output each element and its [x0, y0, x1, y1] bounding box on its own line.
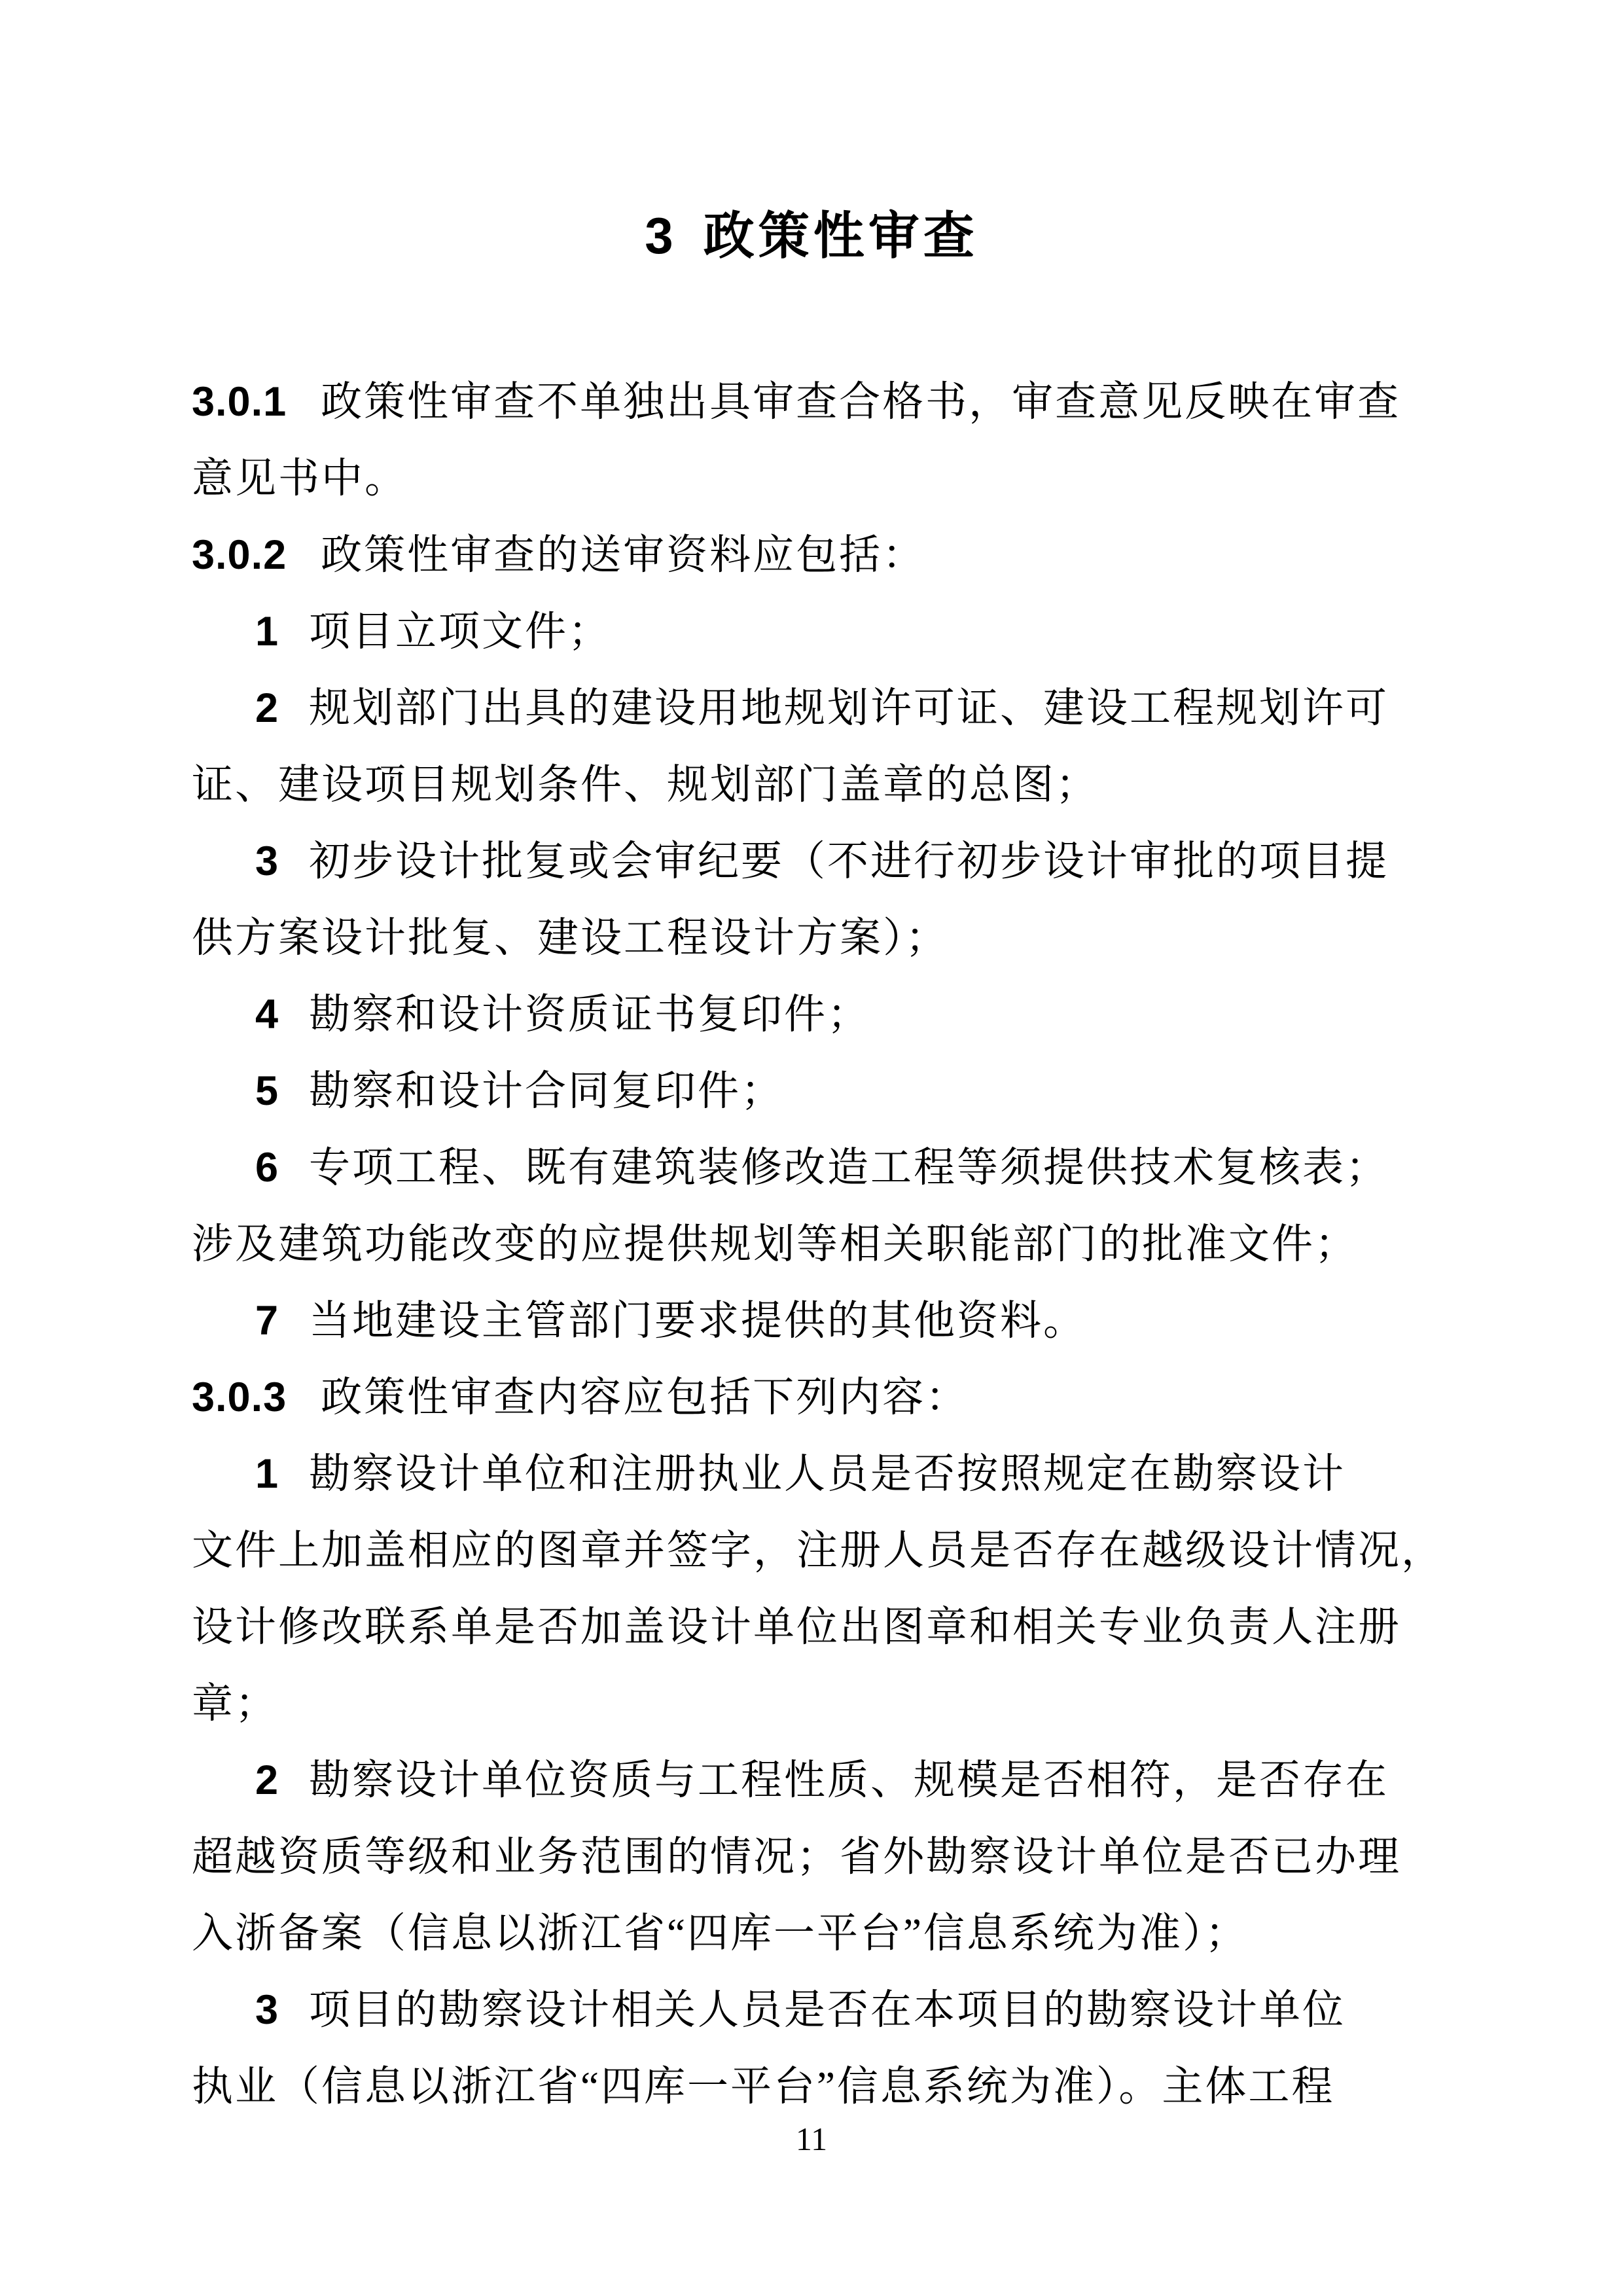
clause-3-0-3-item-1-cont-3 [192, 1666, 1448, 1742]
chapter-number: 3 [645, 207, 673, 264]
item-text: 规划部门出具的建设用地规划许可证、建设工程规划许可 [309, 685, 1389, 731]
clause-3-0-2-item-3-cont [192, 900, 1448, 977]
item-text: 证、建设项目规划条件、规划部门盖章的总图； [192, 762, 1099, 808]
clause-number: 3.0.3 [192, 1374, 287, 1420]
item-text: 当地建设主管部门要求提供的其他资料。 [309, 1298, 1087, 1344]
clause-3-0-2-item-4 [192, 977, 1448, 1053]
clause-text: 政策性审查的送审资料应包括： [321, 532, 926, 578]
clause-text: 政策性审查不单独出具审查合格书，审查意见反映在审查 [321, 379, 1401, 425]
clause-3-0-2-item-2 [192, 670, 1448, 747]
clause-3-0-3-item-1 [192, 1436, 1448, 1513]
clause-3-0-3-item-1-cont-1 [192, 1513, 1448, 1589]
clause-3-0-3-item-3 [192, 1972, 1448, 2049]
item-number: 1 [255, 1451, 279, 1497]
item-text: 涉及建筑功能改变的应提供规划等相关职能部门的批准文件； [192, 1221, 1358, 1267]
clause-text: 意见书中。 [192, 456, 408, 501]
clause-3-0-2-item-7 [192, 1283, 1448, 1359]
item-number: 2 [255, 1757, 279, 1803]
document-body [192, 364, 1448, 2125]
clause-3-0-2-item-3 [192, 823, 1448, 900]
item-text: 勘察设计单位资质与工程性质、规模是否相符，是否存在 [309, 1757, 1389, 1803]
item-text: 专项工程、既有建筑装修改造工程等须提供技术复核表； [309, 1145, 1389, 1191]
clause-3-0-2 [192, 517, 1448, 594]
clause-3-0-3-item-2 [192, 1742, 1448, 1819]
item-text: 设计修改联系单是否加盖设计单位出图章和相关专业负责人注册 [192, 1604, 1401, 1650]
item-text: 项目立项文件； [309, 609, 612, 655]
chapter-heading [0, 204, 1623, 267]
item-text: 勘察和设计资质证书复印件； [309, 992, 871, 1037]
item-number: 4 [255, 992, 279, 1037]
clause-3-0-2-item-6-cont [192, 1206, 1448, 1283]
clause-3-0-3-item-2-cont-2 [192, 1895, 1448, 1972]
clause-3-0-3-item-1-cont-2 [192, 1589, 1448, 1666]
clause-3-0-2-item-5 [192, 1053, 1448, 1130]
item-number: 1 [255, 609, 279, 655]
item-number: 3 [255, 838, 279, 884]
item-text: 执业（信息以浙江省“四库一平台”信息系统为准）。主体工程 [192, 2064, 1335, 2109]
clause-3-0-2-item-1 [192, 594, 1448, 670]
clause-number: 3.0.1 [192, 379, 287, 425]
clause-3-0-1 [192, 364, 1448, 440]
chapter-title: 政策性审查 [703, 207, 978, 264]
item-text: 入浙备案（信息以浙江省“四库一平台”信息系统为准）； [192, 1910, 1249, 1956]
item-number: 2 [255, 685, 279, 731]
item-number: 7 [255, 1298, 279, 1344]
clause-3-0-1-cont [192, 440, 1448, 517]
item-number: 6 [255, 1145, 279, 1191]
clause-3-0-3-item-2-cont-1 [192, 1819, 1448, 1895]
clause-text: 政策性审查内容应包括下列内容： [321, 1374, 969, 1420]
item-text: 项目的勘察设计相关人员是否在本项目的勘察设计单位 [309, 1987, 1346, 2033]
item-text: 超越资质等级和业务范围的情况；省外勘察设计单位是否已办理 [192, 1834, 1401, 1880]
item-number: 3 [255, 1987, 279, 2033]
item-text: 勘察设计单位和注册执业人员是否按照规定在勘察设计 [309, 1451, 1346, 1497]
item-text: 文件上加盖相应的图章并签字，注册人员是否存在越级设计情况， [192, 1528, 1444, 1573]
item-number: 5 [255, 1068, 279, 1114]
page-number: 11 [795, 2121, 828, 2157]
item-text: 初步设计批复或会审纪要（不进行初步设计审批的项目提 [309, 838, 1389, 884]
item-text: 勘察和设计合同复印件； [309, 1068, 785, 1114]
clause-3-0-2-item-6 [192, 1130, 1448, 1206]
clause-3-0-3-item-3-cont-1 [192, 2049, 1448, 2125]
item-text: 供方案设计批复、建设工程设计方案）； [192, 915, 949, 961]
clause-3-0-3 [192, 1359, 1448, 1436]
item-text: 章； [192, 1681, 278, 1727]
clause-number: 3.0.2 [192, 532, 287, 578]
clause-3-0-2-item-2-cont [192, 747, 1448, 823]
